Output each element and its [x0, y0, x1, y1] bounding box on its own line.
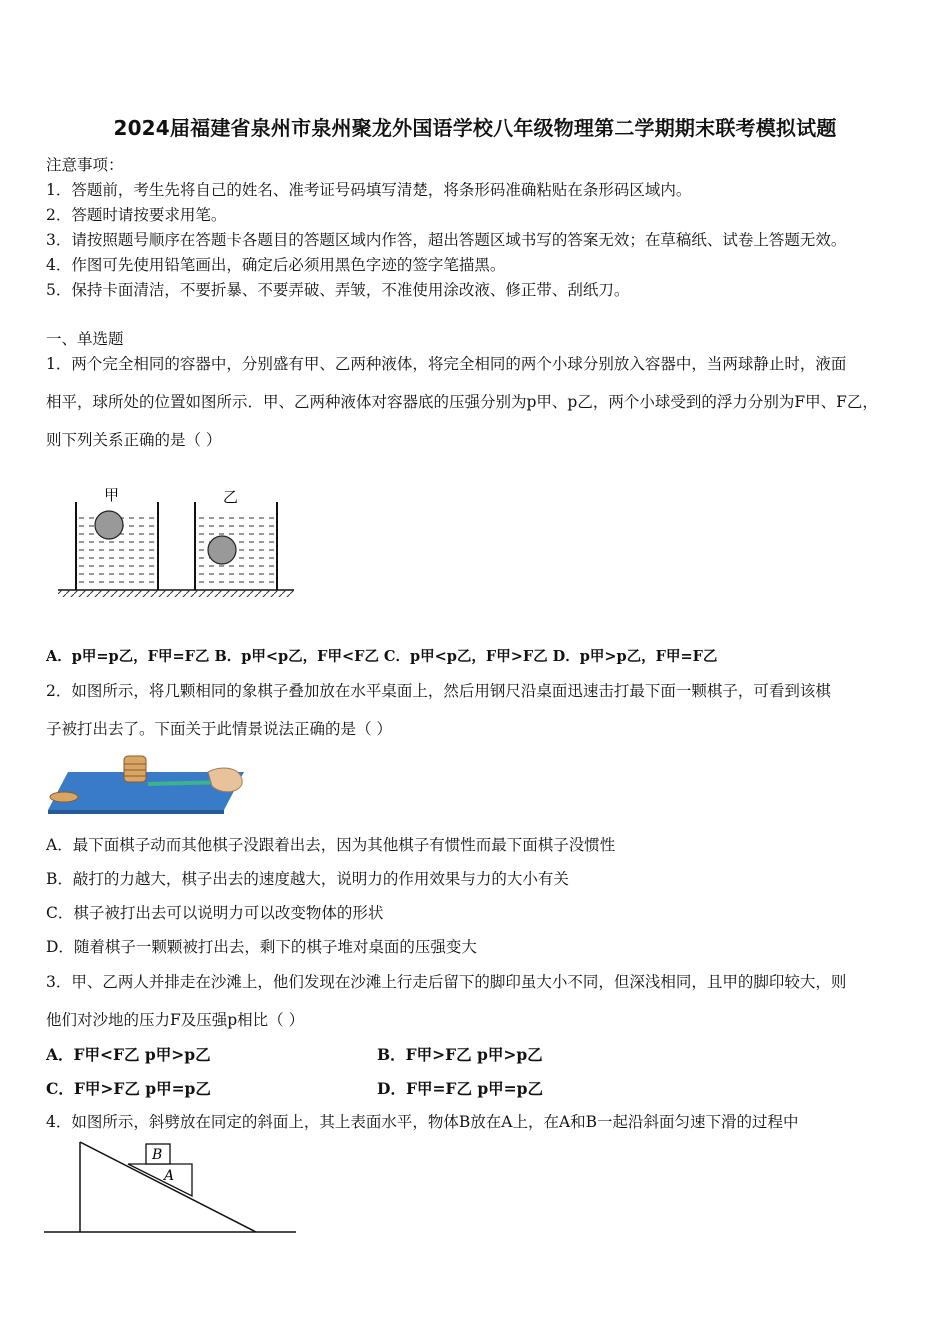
- q3-option-a: A．F甲<F乙 p甲>p乙: [46, 1045, 211, 1064]
- q3-option-d: D．F甲=F乙 p甲=p乙: [377, 1079, 543, 1098]
- wedge-a-label: A: [164, 1168, 175, 1184]
- fig-label-jia: 甲: [104, 486, 120, 504]
- q2-option-c: C．棋子被打出去可以说明力可以改变物体的形状: [46, 904, 384, 922]
- q1-containers-figure: [58, 482, 298, 598]
- notice-item-3: 3．请按照题号顺序在答题卡各题目的答题区域内作答，超出答题区域书写的答案无效；在草稿纸、试卷上答题无效。: [46, 231, 847, 249]
- q2-option-b: B．敲打的力越大，棋子出去的速度越大，说明力的作用效果与力的大小有关: [46, 870, 569, 888]
- q3-line-1: 3．甲、乙两人并排走在沙滩上，他们发现在沙滩上行走后留下的脚印虽大小不同，但深浅相同，且甲的脚印较大，则: [46, 973, 847, 991]
- notice-heading: 注意事项：: [46, 156, 124, 174]
- notice-item-4: 4．作图可先使用铅笔画出，确定后必须用黑色字迹的签字笔描黑。: [46, 256, 506, 274]
- ball-jia: [95, 511, 123, 539]
- q3-option-b: B．F甲>F乙 p甲>p乙: [377, 1045, 543, 1064]
- ball-yi: [208, 536, 236, 564]
- section-heading: 一、单选题: [46, 330, 124, 348]
- q1-line-1: 1．两个完全相同的容器中，分别盛有甲、乙两种液体，将完全相同的两个小球分别放入容器中，当两球静止时，液面: [46, 355, 847, 373]
- q4-line-1: 4．如图所示，斜劈放在同定的斜面上，其上表面水平，物体B放在A上，在A和B一起沿斜面匀速下滑的过程中: [46, 1113, 799, 1131]
- q1-line-3: 则下列关系正确的是（ ）: [46, 431, 222, 449]
- notice-item-5: 5．保持卡面清洁，不要折暴、不要弄破、弄皱，不准使用涂改液、修正带、刮纸刀。: [46, 281, 630, 299]
- q3-line-2: 他们对沙地的压力F及压强p相比（ ）: [46, 1011, 305, 1029]
- q2-option-d: D．随着棋子一颗颗被打出去，剩下的棋子堆对桌面的压强变大: [46, 938, 477, 956]
- exam-title: 2024届福建省泉州市泉州聚龙外国语学校八年级物理第二学期期末联考模拟试题: [113, 116, 837, 140]
- fig-label-yi: 乙: [223, 488, 239, 506]
- q2-line-2: 子被打出去了。下面关于此情景说法正确的是（ ）: [46, 720, 392, 738]
- q4-incline-figure: [44, 1136, 300, 1238]
- q2-chess-figure: [48, 750, 244, 816]
- q2-line-1: 2．如图所示，将几颗相同的象棋子叠加放在水平桌面上，然后用钢尺沿桌面迅速击打最下面一颗棋子，可看到该棋: [46, 682, 831, 700]
- notice-item-2: 2．答题时请按要求用笔。: [46, 206, 227, 224]
- q1-options: A．p甲=p乙，F甲=F乙 B．p甲<p乙，F甲<F乙 C．p甲<p乙，F甲>F乙 D．p甲>p乙，F甲=F乙: [46, 648, 718, 665]
- notice-item-1: 1．答题前，考生先将自己的姓名、准考证号码填写清楚，将条形码准确粘贴在条形码区域内。: [46, 181, 692, 199]
- q2-option-a: A．最下面棋子动而其他棋子没跟着出去，因为其他棋子有惯性而最下面棋子没惯性: [46, 836, 616, 854]
- q3-option-c: C．F甲>F乙 p甲=p乙: [46, 1079, 211, 1098]
- block-b-label: B: [152, 1147, 163, 1163]
- q1-line-2: 相平，球所处的位置如图所示．甲、乙两种液体对容器底的压强分别为p甲、p乙，两个小球受到的浮力分别为F甲、F乙，: [46, 393, 878, 411]
